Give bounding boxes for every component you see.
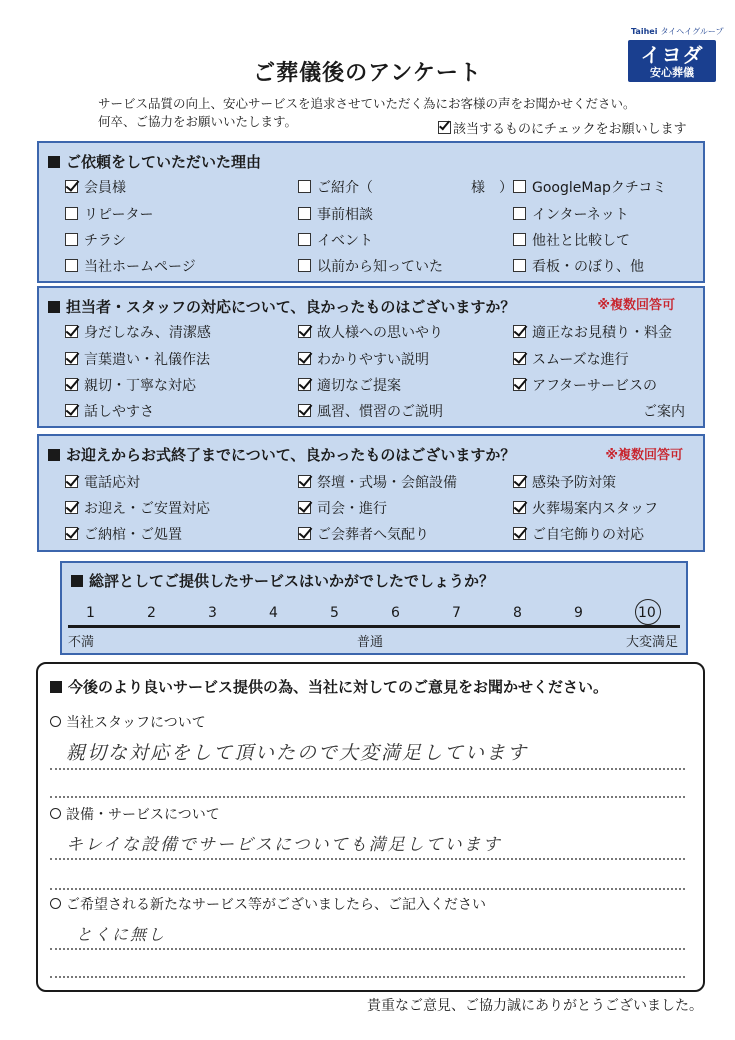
option-label: リピーター [84,207,154,223]
rating-option[interactable]: 3 [208,605,217,621]
checkbox-option[interactable] [298,256,443,276]
checkbox-option[interactable] [513,204,629,224]
handwritten-answer[interactable]: キレイな設備でサービスについても満足しています [66,835,502,855]
checkbox[interactable] [298,378,311,391]
checkbox[interactable] [513,180,526,193]
reason-section [37,141,705,283]
checkbox-option[interactable] [298,401,443,421]
option-label: 適切なご提案 [317,378,401,394]
checkbox-option[interactable] [513,472,616,492]
feedback-section [36,662,705,992]
option-label: スムーズな進行 [532,352,629,368]
rating-option[interactable]: 1 [86,605,95,621]
checkbox[interactable] [513,233,526,246]
option-label: 当社ホームページ [84,259,196,275]
option-label: 電話応対 [84,475,140,491]
option-label: ご紹介（ 様 ） [317,180,513,196]
logo-brand-en: Taihei [631,27,658,36]
checkbox[interactable] [298,207,311,220]
question-label: ご希望される新たなサービス等がございましたら、ご記入ください [66,897,486,913]
square-bullet-icon [50,681,62,693]
checkbox-option[interactable] [298,230,373,250]
multiple-answer-note: ※複数回答可 [597,298,675,313]
rating-scale [62,605,686,625]
checkbox-option[interactable] [65,177,126,197]
checkbox-option[interactable] [513,256,644,276]
option-label: 故人様への思いやり [317,325,443,341]
option-label: インターネット [532,207,629,223]
feedback-question [50,712,206,732]
square-bullet-icon [71,575,83,587]
checkbox-option[interactable] [65,322,211,342]
logo-header [628,26,724,37]
rating-option[interactable]: 10 [638,605,656,621]
checkbox-option[interactable] [65,349,210,369]
checkbox[interactable] [65,475,78,488]
option-label: 身だしなみ、清潔感 [84,325,211,341]
rating-option[interactable]: 5 [330,605,339,621]
option-label: GoogleMapクチコミ [532,180,667,196]
checkbox[interactable] [298,325,311,338]
thank-you-message: 貴重なご意見、ご協力誠にありがとうございました。 [367,998,703,1014]
checkbox[interactable] [513,352,526,365]
reason-title-text: ご依頼をしていただいた理由 [66,153,262,171]
checkbox[interactable] [513,207,526,220]
checkbox-option[interactable] [65,524,182,544]
circle-bullet-icon [50,898,61,909]
reason-section-title [48,151,261,172]
rating-low-label: 不満 [68,635,95,650]
rating-option[interactable]: 2 [147,605,156,621]
option-continuation: ご案内 [643,404,685,420]
checkbox-option[interactable] [65,375,196,395]
checkbox-option[interactable] [513,230,630,250]
staff-section [37,286,705,428]
option-label: アフターサービスの [532,378,658,394]
option-label: 他社と比較して [532,233,630,249]
rating-option[interactable]: 9 [574,605,583,621]
answer-line [50,858,685,860]
checkbox-option[interactable] [298,204,373,224]
ceremony-title-text: お迎えからお式終了までについて、良かったものはございますか？ [66,446,516,464]
question-label: 当社スタッフについて [66,715,206,731]
checkbox[interactable] [298,233,311,246]
checkbox[interactable] [65,233,78,246]
option-label: ご会葬者へ気配り [317,527,429,543]
circle-bullet-icon [50,808,61,819]
checked-box-icon [438,121,451,134]
question-label: 設備・サービスについて [66,807,220,823]
checkbox[interactable] [65,259,78,272]
feedback-question [50,804,220,824]
checkbox[interactable] [513,259,526,272]
checkbox[interactable] [65,325,78,338]
option-label: チラシ [84,233,126,249]
checkbox[interactable] [298,180,311,193]
checkbox-option[interactable] [298,524,429,544]
checkbox[interactable] [513,501,526,514]
ceremony-section-title [48,444,515,465]
check-instruction [438,118,687,137]
square-bullet-icon [48,449,60,461]
checkbox[interactable] [65,527,78,540]
checkbox-option[interactable] [513,322,672,342]
checkbox-option[interactable] [65,204,153,224]
rating-high-label: 大変満足 [625,635,678,650]
checkbox[interactable] [298,475,311,488]
checkbox-option[interactable] [65,498,210,518]
checkbox[interactable] [65,501,78,514]
checkbox[interactable] [513,325,526,338]
option-label: 司会・進行 [317,501,387,517]
rating-option[interactable]: 6 [391,605,400,621]
feedback-section-title [50,676,608,697]
answer-line [50,948,685,950]
checkbox[interactable] [65,378,78,391]
page-title: ご葬儀後のアンケート [253,61,482,86]
selected-rating-circle [635,599,661,625]
option-label: 感染予防対策 [532,475,616,491]
checkbox[interactable] [65,352,78,365]
option-label: ご納棺・ご処置 [84,527,182,543]
option-label: 言葉遣い・礼儀作法 [84,352,210,368]
checkbox-option[interactable] [65,230,126,250]
checkbox[interactable] [298,352,311,365]
rating-option[interactable]: 4 [269,605,278,621]
multiple-answer-note: ※複数回答可 [605,448,683,463]
feedback-title-text: 今後のより良いサービス提供の為、当社に対してのご意見をお聞かせください。 [68,678,609,696]
checkbox[interactable] [513,475,526,488]
checkbox-option[interactable] [298,322,443,342]
checkbox[interactable] [298,404,311,417]
intro-line-2: 何卒、ご協力をお願いいたします。 [98,114,298,129]
circle-bullet-icon [50,716,61,727]
checkbox-option[interactable] [513,349,629,369]
checkbox[interactable] [513,378,526,391]
checkbox[interactable] [65,404,78,417]
staff-title-text: 担当者・スタッフの対応について、良かったものはございますか？ [66,298,516,316]
overall-rating-section [60,561,688,655]
rating-scale-line [68,625,680,628]
logo-name: イヨダ [640,43,704,67]
option-label: 適正なお見積り・料金 [532,325,672,341]
ceremony-section [37,434,705,552]
checkbox-option[interactable] [513,375,657,395]
handwritten-answer[interactable]: とくに無し [76,925,167,944]
option-label: わかりやすい説明 [317,352,429,368]
staff-section-title [48,296,515,317]
answer-line [50,796,685,798]
rating-mid-label: 普通 [357,635,384,650]
option-label: イベント [317,233,373,249]
handwritten-answer[interactable]: 親切な対応をして頂いたので大変満足しています [66,742,529,764]
checkbox-option[interactable] [513,498,658,518]
option-label: お迎え・ご安置対応 [84,501,210,517]
option-label: 親切・丁寧な対応 [84,378,196,394]
check-instruction-text: 該当するものにチェックをお願いします [453,122,687,137]
checkbox-option[interactable] [298,472,457,492]
feedback-question [50,894,486,914]
checkbox[interactable] [298,259,311,272]
checkbox[interactable] [65,180,78,193]
checkbox-option[interactable] [65,401,154,421]
checkbox-option[interactable] [298,349,429,369]
option-label: 事前相談 [317,207,373,223]
option-label: 火葬場案内スタッフ [532,501,658,517]
overall-rating-title [71,570,494,591]
checkbox-option[interactable] [298,498,387,518]
checkbox-option[interactable] [298,177,513,197]
checkbox[interactable] [298,501,311,514]
checkbox-option[interactable] [65,472,140,492]
answer-line [50,888,685,890]
intro-line-1: サービス品質の向上、安心サービスを追求させていただく為にお客様の声をお聞かせください。 [98,96,636,111]
option-label: ご自宅飾りの対応 [532,527,644,543]
checkbox[interactable] [298,527,311,540]
option-label: 話しやすさ [84,404,154,420]
checkbox[interactable] [65,207,78,220]
answer-line [50,768,685,770]
square-bullet-icon [48,156,60,168]
rating-option[interactable]: 7 [452,605,461,621]
answer-line [50,976,685,978]
checkbox-option[interactable] [65,256,196,276]
rating-option[interactable]: 8 [513,605,522,621]
square-bullet-icon [48,301,60,313]
option-label: 看板・のぼり、他 [532,259,644,275]
checkbox[interactable] [513,527,526,540]
option-label: 会員様 [84,180,126,196]
option-label: 風習、慣習のご説明 [317,404,443,420]
option-label: 以前から知っていた [317,259,443,275]
logo-brand-jp: タイヘイグループ [660,27,724,36]
overall-title-text: 総評としてご提供したサービスはいかがでしたでしょうか？ [89,572,495,590]
checkbox-option[interactable] [513,177,666,197]
logo-sub: 安心葬儀 [650,66,694,79]
checkbox-option[interactable] [298,375,401,395]
option-label: 祭壇・式場・会館設備 [317,475,457,491]
checkbox-option[interactable] [513,524,644,544]
